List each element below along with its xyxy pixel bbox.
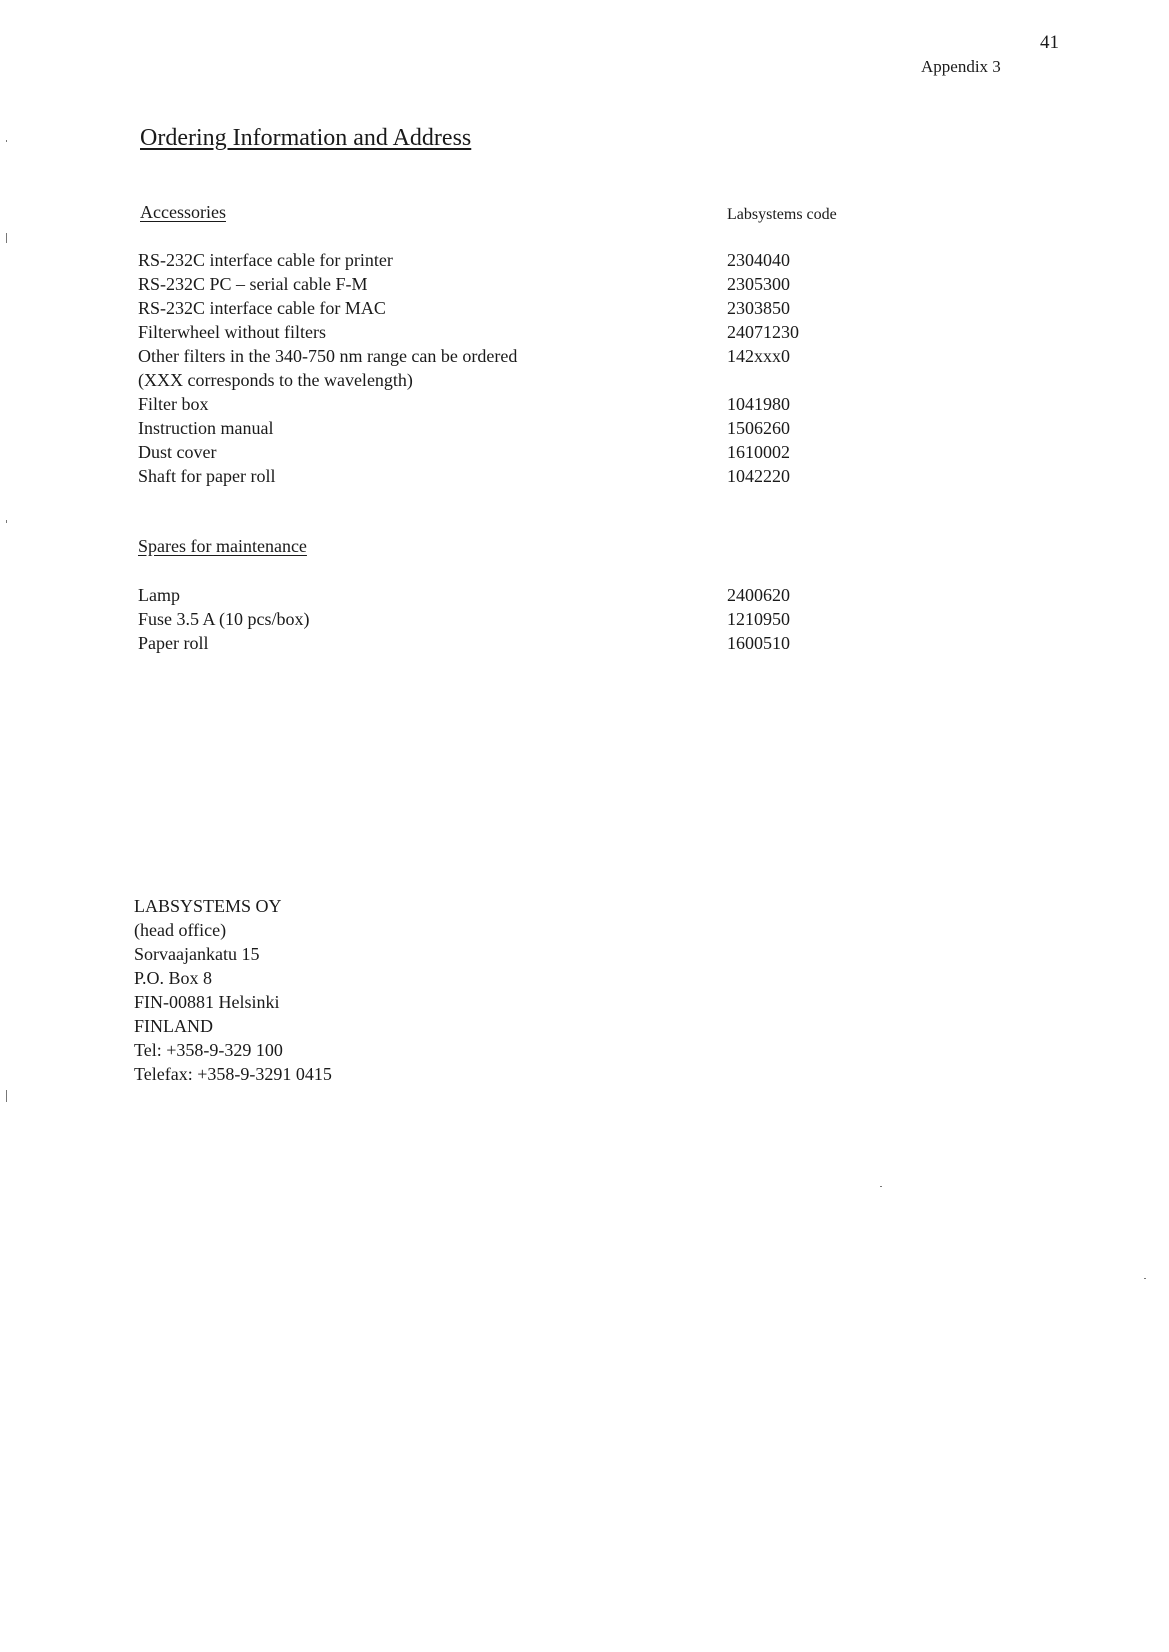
address-line: Telefax: +358-9-3291 0415	[134, 1064, 332, 1084]
list-item	[138, 631, 858, 655]
scan-speck	[880, 1186, 882, 1187]
page-number: 41	[1040, 32, 1059, 53]
item-description: RS-232C interface cable for printer	[138, 250, 393, 270]
code-column-header: Labsystems code	[727, 206, 837, 223]
item-code: 1600510	[727, 633, 790, 653]
item-description: Dust cover	[138, 442, 217, 462]
item-code: 2303850	[727, 298, 790, 318]
page-title: Ordering Information and Address	[140, 125, 472, 151]
scan-speck	[6, 233, 7, 243]
scan-speck	[1144, 1278, 1146, 1279]
accessories-list	[138, 248, 858, 488]
address-line: Tel: +358-9-329 100	[134, 1040, 283, 1060]
address-line: FIN-00881 Helsinki	[134, 992, 280, 1012]
item-code: 1506260	[727, 418, 790, 438]
item-description: Paper roll	[138, 633, 209, 653]
scan-speck	[6, 1090, 7, 1102]
list-item	[138, 464, 858, 488]
appendix-label: Appendix 3	[921, 57, 1001, 76]
item-code: 2304040	[727, 250, 790, 270]
list-item	[138, 320, 858, 344]
item-description: Shaft for paper roll	[138, 466, 276, 486]
list-item	[138, 344, 858, 368]
list-item	[138, 368, 858, 392]
address-line: LABSYSTEMS OY	[134, 896, 282, 916]
item-code: 24071230	[727, 322, 799, 342]
item-code: 2400620	[727, 585, 790, 605]
list-item	[138, 607, 858, 631]
item-description: Instruction manual	[138, 418, 274, 438]
item-description: Other filters in the 340-750 nm range can be ordered	[138, 346, 518, 366]
scan-speck	[6, 140, 7, 142]
item-description: RS-232C interface cable for MAC	[138, 298, 386, 318]
address-line: Sorvaajankatu 15	[134, 944, 260, 964]
address-line: (head office)	[134, 920, 227, 940]
list-item	[138, 416, 858, 440]
spares-heading: Spares for maintenance	[138, 536, 307, 556]
scan-speck	[6, 520, 7, 523]
item-description: Lamp	[138, 585, 180, 605]
list-item	[138, 440, 858, 464]
item-code: 1041980	[727, 394, 790, 414]
item-code: 2305300	[727, 274, 790, 294]
spares-list	[138, 583, 858, 655]
list-item	[138, 296, 858, 320]
item-description: Fuse 3.5 A (10 pcs/box)	[138, 609, 310, 629]
address-line: P.O. Box 8	[134, 968, 213, 988]
item-code: 1042220	[727, 466, 790, 486]
list-item	[138, 272, 858, 296]
address-line: FINLAND	[134, 1016, 213, 1036]
item-code: 1210950	[727, 609, 790, 629]
item-description: Filterwheel without filters	[138, 322, 326, 342]
item-description: Filter box	[138, 394, 209, 414]
list-item	[138, 583, 858, 607]
company-address	[134, 894, 332, 1086]
list-item	[138, 392, 858, 416]
item-code: 142xxx0	[727, 346, 790, 366]
list-item	[138, 248, 858, 272]
accessories-heading: Accessories	[140, 202, 226, 222]
item-code: 1610002	[727, 442, 790, 462]
item-description: RS-232C PC – serial cable F-M	[138, 274, 368, 294]
item-description: (XXX corresponds to the wavelength)	[138, 370, 413, 390]
